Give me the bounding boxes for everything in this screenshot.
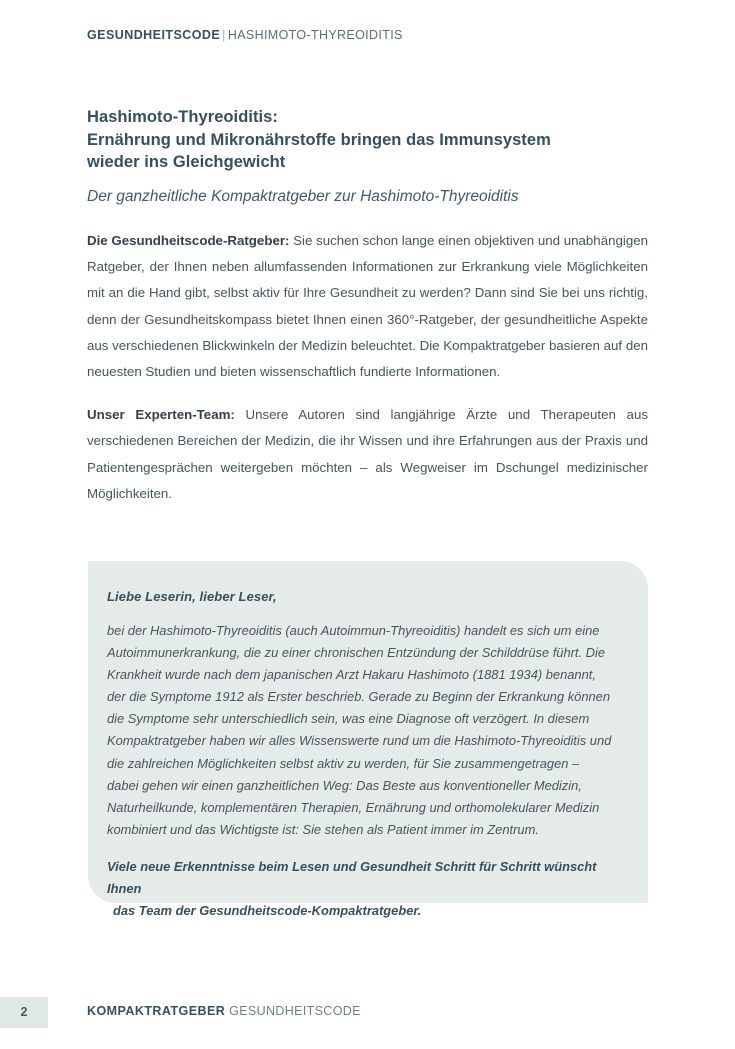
running-head-brand: GESUNDHEITSCODE [87,28,221,42]
reader-letter-box [88,561,648,919]
running-head-separator: | [222,28,226,42]
footer-page-number: 2 [20,1005,28,1019]
page-title-block [87,106,649,207]
page-title-line-3: wieder ins Gleichgewicht [87,153,286,171]
reader-letter-closing-line-1: Viele neue Erkenntnisse beim Lesen und Gesundheit Schritt für Schritt wünscht Ihnen [107,858,597,897]
body-paragraph-2-lead: Unser Experten-Team: [87,407,235,423]
page-subtitle: Der ganzheitliche Kompaktratgeber zur Hashimoto-Thyreoiditis [87,187,519,205]
body-paragraph-1 [87,228,648,385]
reader-letter-greeting: Liebe Leserin, lieber Leser, [107,589,277,604]
footer-label-bold: KOMPAKTRATGEBER [87,1004,226,1018]
running-head-topic: HASHIMOTO-THYREOIDITIS [227,28,403,42]
body-paragraph-1-lead: Die Gesundheitscode-Ratgeber: [87,233,290,248]
reader-letter-paragraph: bei der Hashimoto-Thyreoiditis (auch Autoimmun-Thyreoiditis) handelt es sich um eine Autoimmunerkrankung, die zu einer chronischen Entzündung der Schilddrüse führt. Die Krankheit wurde nach dem japanischen Arzt Hakaru Hashimoto (1881 1934) benannt, der die Symptome 1912 als Erster beschrieb. Gerade zu Beginn der Erkrankung können die Symptome sehr unterschiedlich sein, was eine Diagnose oft verzögert. In diesem Kompaktratgeber haben wir alles Wissenswerte rund um die Hashimoto-Thyreoiditis und die zahlreichen Möglichkeiten selbst aktiv zu werden, für Sie zusammengetragen – dabei gehen wir einen ganzheitlichen Weg: Das Beste aus konventioneller Medizin, Naturheilkunde, komplementären Therapien, Ernährung und orthomolekularer Medizin kombiniert und das Wichtigste ist: Sie stehen als Patient immer im Zentrum. [107,623,612,837]
page-title-line-2: Ernährung und Mikronährstoffe bringen das Immunsystem [87,130,551,149]
body-paragraph-2-text: Unsere Autoren sind langjährige Ärzte und Therapeuten aus verschiedenen Bereichen der Medizin, die ihr Wissen und ihre Erfahrungen aus der Praxis und Patientengesprächen weitergeben möchten – als Wegweiser im Dschungel medizinischer Möglichkeiten. [87,407,648,501]
body-paragraph-1-text: Sie suchen schon lange einen objektiven und unabhängigen Ratgeber, der Ihnen neben allumfassenden Informationen zur Erkrankung viele Möglichkeiten mit an die Hand gibt, selbst aktiv für Ihre Gesundheit zu werden? Dann sind Sie bei uns richtig, denn der Gesundheitskompass bietet Ihnen einen 360°-Ratgeber, der gesundheitliche Aspekte aus verschiedenen Blickwinkeln der Medizin beleuchtet. Die Kompaktratgeber basieren auf den neuesten Studien und bieten wissenschaftlich fundierte Informationen. [87,233,649,380]
running-head [87,29,403,42]
page-title-line-1: Hashimoto-Thyreoiditis: [87,108,278,126]
footer-label-light: GESUNDHEITSCODE [229,1004,361,1018]
reader-letter-closing [107,856,614,922]
footer-label [87,1005,361,1018]
reader-letter-closing-line-2: das Team der Gesundheitscode-Kompaktratgeber. [113,903,422,919]
body-paragraph-2 [87,402,648,507]
body-copy [87,228,648,507]
